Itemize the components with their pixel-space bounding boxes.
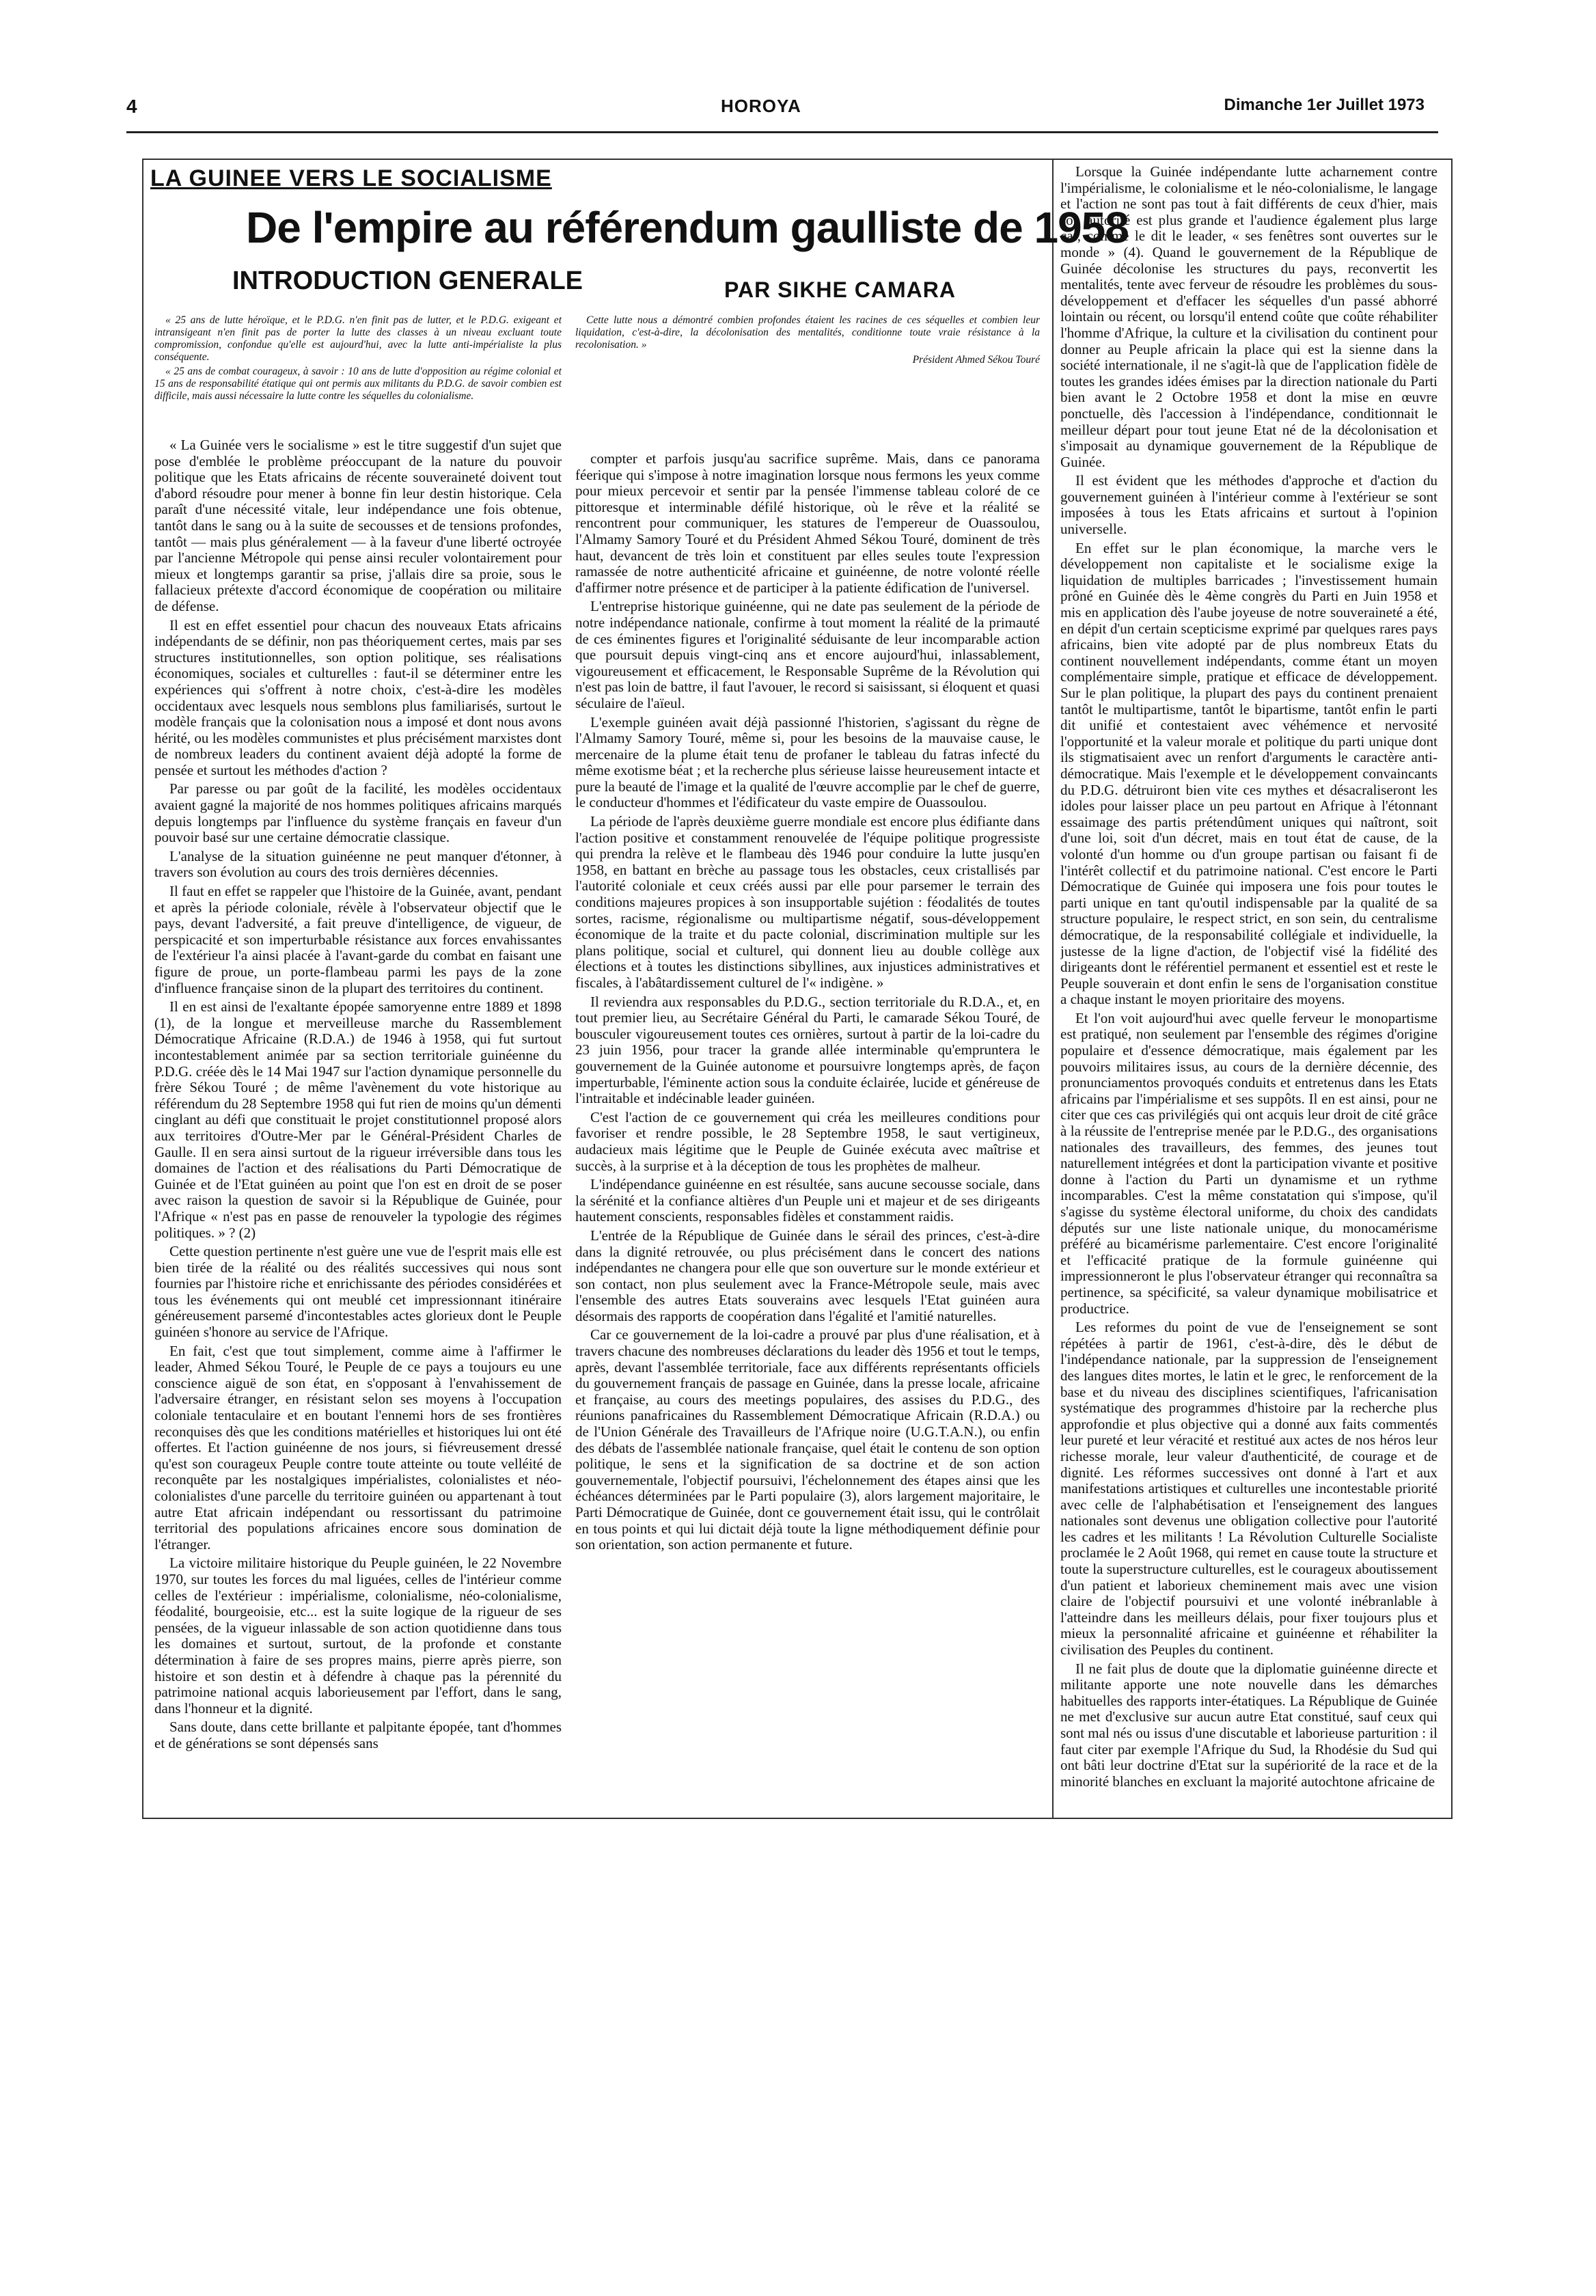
paragraph: L'entrée de la République de Guinée dans le sérail des princes, c'est-à-dire dans la dignité retrouvée, ou plus précisément dans le concert des nations indépendantes ne changera pour elle que son ouverture sur le monde extérieur et son contact, non plus seulement avec la France-Métropole seule, mais avec l'ensemble des autres Etats souverains avec lesquels l'Etat guinéen aura désormais des rapports de coopération dans l'égalité et l'amitié naturelles. — [575, 1227, 1040, 1324]
column-2 — [575, 451, 1040, 2296]
paragraph: En effet sur le plan économique, la marche vers le développement non capitaliste et le socialisme exige la liquidation de multiples barricades ; l'investissement humain prôné en Guinée dès le 4ème congrès du Parti en Juin 1958 et mis en application dès l'aube joyeuse de notre souveraineté a été, en dépit d'un certain scepticisme exprimé par quelques rares pays africains, bien vite adopté par de plus nombreux Etats du continent nouvellement indépendants, comme étant un moyen complémentaire simple, pratique et efficace de développement. Sur le plan politique, la plupart des pays du continent prenaient tantôt le multipartisme, tantôt le bipartisme, tantôt enfin le parti dit unifié et contestaient avec véhémence et nervosité l'opportunité et la valeur morale et politique du parti unique dont ils stigmatisaient avec un renfort d'arguments le caractère anti-démocratique. Mais l'exemple et le développement convaincants du P.D.G. détruiront bien vite ces mythes et désacraliseront les idoles pour laisser place un peu partout en Afrique à l'étonnant essaimage des partis prétendûment uniques qui naîtront, soit d'une loi, soit d'un décret, mais en tout état de cause, de la volonté d'un homme ou d'un groupe partisan ou faisant fi de l'intérêt collectif et du patrimoine national. C'est encore le Parti Démocratique de Guinée qui imposera une fois pour toutes le parti unique en tant qu'outil indispensable par la qualité de sa structure populaire, le respect strict, en son sein, du centralisme démocratique, de la responsabilité collégiale et individuelle, la justesse de la ligne d'action, de l'objectif visé la fidélité des dirigeants dont le référentiel permanent et essentiel est et reste le Peuple souverain et dont enfin le sens de l'organisation constitue a chaque instant le moyen prioritaire des moyens. — [1060, 539, 1437, 1008]
paragraph: Il faut en effet se rappeler que l'histoire de la Guinée, avant, pendant et après la période coloniale, révèle à l'observateur objectif que le pays, devant l'adversité, a fait preuve d'intelligence, de vigueur, de perspicacité et son imperturbable résistance aux forces envahissantes de l'extérieur l'a ainsi placée à l'avant-garde du combat en faisant une figure de proue, un porte-flambeau parmi les pays de la zone d'influence française sinon de la plupart des territoires du continent. — [154, 883, 562, 996]
paragraph: « La Guinée vers le socialisme » est le titre suggestif d'un sujet que pose d'emblée le problème préoccupant de la nature du pouvoir politique que les Etats africains de récente souveraineté doivent tout d'abord résoudre pour mener à bonne fin leur destin historique. Cela paraît d'une nécessité vitale, leur indépendance une fois obtenue, tantôt dans le sang ou à la suite de secousses et de tensions profondes, tantôt — mais plus généralement — à la faveur d'une liberté octroyée par l'ancienne Métropole qui pense ainsi reculer volontairement pour mieux et longtemps garantir sa prise, j'allais dire sa proie, sous le fallacieux prétexte d'accord économique de coopération ou militaire de défense. — [154, 437, 562, 614]
paragraph: La victoire militaire historique du Peuple guinéen, le 22 Novembre 1970, sur toutes les forces du mal liguées, celles de l'intérieur comme celles de l'extérieur : impérialisme, colonialisme, néo-colonialisme, féodalité, bourgeoisie, etc... est la suite logique de la rigueur de ses pensées, de la vigueur inlassable de son action quotidienne dans tous les domaines et surtout, surtout, de la profonde et constante détermination à faire de ses propres mains, pierre après pierre, son histoire et son destin et à défendre à chaque pas la pérennité du patrimoine national acquis laborieusement par l'effort, dans le sang, dans l'honneur et la dignité. — [154, 1555, 562, 1717]
epigraph-paragraph: « 25 ans de lutte héroïque, et le P.D.G. n'en finit pas de lutter, et le P.D.G. exigeant et intransigeant n'en finit pas de porter la lutte des classes à un niveau excluant toute compromission, confondue qu'elle est aujourd'hui, avec la lutte anti-impérialiste la plus conséquente. — [154, 314, 562, 363]
paragraph: compter et parfois jusqu'au sacrifice suprême. Mais, dans ce panorama féerique qui s'impose à notre imagination lorsque nous fermons les yeux comme pour mieux percevoir et sentir par la pensée l'immense tableau coloré de ce pittoresque et interminable défilé historique, où le rêve et la réalité se rencontrent pour communiquer, les statures de l'empereur de Ouassoulou, l'Almamy Samory Touré et du Président Ahmed Sékou Touré, dominent de très haut, devancent de très loin et constituent par elles seules toute l'expression ramassée de notre authenticité africaine et guinéenne, de notre volonté réelle d'affirmer notre présence et de participer à la patiente édification de l'universel. — [575, 451, 1040, 596]
article-title: De l'empire au référendum gaulliste de 1958 — [246, 203, 1129, 252]
newspaper-name: HOROYA — [721, 96, 801, 116]
paragraph: Il en est ainsi de l'exaltante épopée samoryenne entre 1889 et 1898 (1), de la longue et merveilleuse marche du Rassemblement Démocratique Africaine (R.D.A.) de 1946 à 1958, qui fut surtout incontestablement animée par sa section territoriale guinéenne du P.D.G. créée dès le 14 Mai 1947 sur l'action dynamique personnelle du frère Sékou Touré ; de même l'avènement du vote historique au référendum du 28 Septembre 1958 qui fut rien de moins qu'un démenti cinglant au défi que constituait le projet constitutionnel proposé alors aux territoires d'Outre-Mer par le Général-Président Charles de Gaulle. Il en sera ainsi surtout de la rigueur irréversible dans tous les domaines de l'action et des réalisations du Parti Démocratique de Guinée et de l'Etat guinéen au point que l'on est en droit de se poser avec raison la question de savoir si la République de Guinée, pour l'Afrique « n'est pas en passe de renouveler la typologie des régimes politiques. » ? (2) — [154, 998, 562, 1241]
paragraph: La période de l'après deuxième guerre mondiale est encore plus édifiante dans l'action positive et constamment renouvelée de l'équipe politique progressiste qui prendra la relève et le flambeau dès 1946 pour conduire la lutte jusqu'en 1958, en battant en brèche au passage tous les obstacles, ceux cristallisés par l'autorité coloniale et ceux créés aussi par elle pour parsemer le terrain des conditions majeures propices à son insupportable sujétion : féodalités de toutes sortes, racisme, régionalisme ou multipartisme négatif, sous-développement économique de la traite et du pacte colonial, discrimination multiple sur les plans politique, social et culturel, qui donnent lieu au double collège aux élections et à toutes les distinctions sibyllines, aux injustices administratives et fiscales, à l'abâtardissement culturel de l'« indigène. » — [575, 813, 1040, 991]
paragraph: Il reviendra aux responsables du P.D.G., section territoriale du R.D.A., et, en tout premier lieu, au Secrétaire Général du Parti, le camarade Sékou Touré, de bousculer vigoureusement toutes ces ornières, surtout à partir de la loi-cadre du 23 juin 1956, pour tracer la grande allée interminable qu'empruntera le gouvernement de la Guinée autonome et poursuivre longtemps après, de façon imperturbable, l'éminente action sous la conduite éclairée, lucide et généreuse de l'intraitable et indécinable leader guinéen. — [575, 993, 1040, 1107]
epigraph-paragraph: « 25 ans de combat courageux, à savoir : 10 ans de lutte d'opposition au régime colonial et 15 ans de responsabilité étatique qui ont permis aux militants du P.D.G. de savoir combien est difficile, mais aussi nécessaire la lutte contre les séquelles du colonialisme. — [154, 366, 562, 402]
column-1 — [154, 437, 562, 2289]
issue-date: Dimanche 1er Juillet 1973 — [1224, 96, 1425, 114]
epigraph-left — [154, 314, 562, 405]
masthead-rule — [126, 131, 1438, 133]
epigraph-right — [575, 314, 1040, 366]
paragraph: Il est en effet essentiel pour chacun des nouveaux Etats africains indépendants de se définir, non pas théoriquement certes, mais par ses structures institutionnelles, son option politique, ses réalisations économiques, sociales et culturelles : faut-il se déterminer entre les expériences qui s'offrent à notre choix, c'est-à-dire les modèles occidentaux avec lesquels nous semblons plus familiarisés, surtout le modèle français que la colonisation nous a imposé et dont nous avons hérité, ou les modèles communistes et plus précisément marxistes dont de nombreux leaders du continent avaient déjà adopté la forme de pensée et surtout les méthodes d'action ? — [154, 616, 562, 778]
paragraph: Car ce gouvernement de la loi-cadre a prouvé par plus d'une réalisation, et à travers chacune des nombreuses déclarations du leader dès 1956 et tout le temps, après, devant l'assemblée territoriale, face aux différents représentants officiels du gouvernement français de passage en Guinée, dans la presse locale, africaine et française, au cours des meetings populaires, des assises du P.D.G., des réunions panafricaines du Rassemblement Démocratique Africain (R.D.A.) ou de l'Union Générale des Travailleurs de l'Afrique noire (U.G.T.A.N.), ou enfin des débats de l'assemblée nationale française, quel était le contenu de son option politique, le sens et la signification de sa doctrine et de son action gouvernementale, l'objectif poursuivi, l'échelonnement des étapes ainsi que les échéances déterminées par le Parti populaire (3), alors largement majoritaire, le Parti Démocratique de Guinée, dont ce gouvernement était issu, qui le contrôlait en tous points et qui lui dictait déjà toute la ligne méthodiquement définie pour son orientation, son action permanente et future. — [575, 1326, 1040, 1553]
paragraph: L'exemple guinéen avait déjà passionné l'historien, s'agissant du règne de l'Almamy Samory Touré, même si, pour les besoins de la mauvaise cause, le mercenaire de la plume était tenu de profaner le tableau du fatras infecté du même exotisme béat ; et la recherche plus sérieuse laisse heureusement intacte et pure la beauté de l'image et la qualité de l'œuvre accomplie par le chef de guerre, le conducteur d'hommes et l'édificateur du vaste empire de Ouassoulou. — [575, 713, 1040, 811]
paragraph: Cette question pertinente n'est guère une vue de l'esprit mais elle est bien tirée de la réalité ou des réalités successives qui nous sont fournies par l'histoire riche et enrichissante des périodes considérées et tous les événements qui ont meublé cet impressionnant itinéraire généreusement parsemé d'incontestables actes glorieux dont le Peuple guinéen s'honore au service de l'Afrique. — [154, 1243, 562, 1341]
article-byline: PAR SIKHE CAMARA — [724, 277, 956, 302]
epigraph-paragraph: Cette lutte nous a démontré combien profondes étaient les racines de ces séquelles et combien leur liquidation, c'est-à-dire, la décolonisation des mentalités, conditionne toute vraie résistance à la recolonisation. » — [575, 314, 1040, 351]
paragraph: L'indépendance guinéenne en est résultée, sans aucune secousse sociale, dans la sérénité et la confiance altières d'un Peuple uni et majeur et de ses dirigeants hautement conscients, responsables fidèles et constamment raidis. — [575, 1176, 1040, 1225]
epigraph-signature: Président Ahmed Sékou Touré — [912, 354, 1040, 366]
paragraph: Sans doute, dans cette brillante et palpitante épopée, tant d'hommes et de générations se sont dépensés sans — [154, 1719, 562, 1751]
column-3 — [1060, 164, 1437, 2187]
paragraph: L'entreprise historique guinéenne, qui ne date pas seulement de la période de notre indépendance nationale, confirme à tout moment la réalité de la primauté de ces éminentes figures et l'originalité séduisante de leur incomparable action que poursuit depuis vingt-cinq ans et encore aujourd'hui, inlassablement, vigoureusement et efficacement, le Responsable Suprême de la Révolution qui n'est pas loin de battre, il faut l'avouer, le record si saisissant, si éloquent et quasi séculaire de l'aïeul. — [575, 598, 1040, 711]
paragraph: Et l'on voit aujourd'hui avec quelle ferveur le monopartisme est pratiqué, non seulement par l'ensemble des régimes d'origine populaire et d'essence démocratique, mais également par les pouvoirs militaires issus, au cours de la dernière décennie, des pronunciamentos provoqués conduits et entretenus dans les Etats africains par l'impérialisme et ses suppôts. Il en est ainsi, pour ne citer que ces cas privilégiés qui ont acquis leur droit de cité grâce à la réussite de l'entreprise menée par le P.D.G., des organisations nationales des travailleurs, des femmes, des jeunes tout naturellement intégrées et dont la participation vivante et positive donne à l'action du Parti un dynamisme et un rythme incomparables. C'est la même constatation qui s'impose, qu'il s'agisse du système électoral uniforme, du choix des candidats députés sur une liste nationale unique, du monocamérisme préféré au bicamérisme parlementaire. C'est encore l'originalité et l'efficacité pratique de la formule guinéenne qui impressionneront le plus l'observateur étranger qui reconnaîtra sa pertinence, sa spécificité, sa valeur dynamique mobilisatrice et productrice. — [1060, 1009, 1437, 1317]
paragraph: Lorsque la Guinée indépendante lutte acharnement contre l'impérialisme, le colonialisme et le néo-colonialisme, le langage et l'action ne sont pas tout à fait différents de ceux d'hier, mais son autorité est plus grande et l'audience également plus large car, comme le dit le leader, « ses fenêtres sont ouvertes sur le monde » (4). Quand le gouvernement de la République de Guinée décolonise les structures du pays, reconvertit les mentalités, tente avec ferveur de résoudre les problèmes du sous-développement et d'effacer les séquelles d'un passé abhorré lointain ou récent, ou lorsqu'il entend coûte que coûte réhabiliter l'homme d'Afrique, la culture et la civilisation du continent pour donner au Peuple africain la place qui est la sienne dans la société internationale, il ne s'agit-là que de l'application fidèle de toutes les grandes idées émises par la direction nationale du Parti bien avant le 2 Octobre 1958 et dont la mise en œuvre ponctuelle, dès l'accession à l'indépendance, conditionnait le meilleur départ pour tout jeune Etat né de la décolonisation et s'imposait au dynamique gouvernement de la République de Guinée. — [1060, 164, 1437, 470]
section-rubric: LA GUINEE VERS LE SOCIALISME — [150, 165, 552, 191]
paragraph: Les reformes du point de vue de l'enseignement se sont répétées à partir de 1961, c'est-à-dire, dès le début de l'indépendance nationale, par la suppression de l'enseignement des langues dites mortes, le latin et le grec, le renforcement de la base et du niveau des disciplines scientifiques, l'africanisation systématique des programmes d'histoire par la recherche plus approfondie et plus objective qui a donné aux faits commentés leur pureté et leur véracité et restitué aux actes de nos héros leur richesse morale, leur valeur d'authenticité, de courage et de dignité. Les réformes successives ont donné à l'art et aux manifestations artistiques et culturelles une incontestable priorité avec celle de l'alphabétisation et l'enseignement des langues nationales sont devenus une obligation collective pour l'autorité les cadres et les militants ! La Révolution Culturelle Socialiste proclamée le 2 Août 1968, qui remet en cause toute la structure et toute la superstructure culturelles, est le courageux aboutissement d'un patient et laborieux cheminement mais avec une vision claire de l'objectif poursuivi et une volonté inébranlable à l'atteindre dans les meilleurs délais, pour fixer toujours plus et mieux la personnalité africaine et guinéenne et réhabiliter la civilisation des Peuples du continent. — [1060, 1319, 1437, 1658]
paragraph: En fait, c'est que tout simplement, comme aime à l'affirmer le leader, Ahmed Sékou Touré, le Peuple de ce pays a toujours eu une conscience aiguë de son état, en s'opposant à l'envahissement de l'adversaire étranger, en résistant selon ses moyens à l'occupation coloniale tentaculaire et en boutant l'ennemi hors de ses frontières reconquises dès que les conditions matérielles et historiques lui ont été offertes. Et l'action guinéenne de nos jours, si fiévreusement dressé qu'est son courageux Peuple contre toute atteinte ou toute velléité de reconquête par les nostalgiques impérialistes, colonialistes et néo-colonialistes d'une parcelle du territoire guinéen ou appartenant à tout autre Etat africain indépendant ou ressortissant du patrimoine territorial des populations africaines encore sous domination de l'étranger. — [154, 1342, 562, 1553]
page-number: 4 — [126, 96, 137, 117]
paragraph: C'est l'action de ce gouvernement qui créa les meilleures conditions pour favoriser et rendre possible, le 28 Septembre 1958, le saut vertigineux, audacieux mais légitime que le Peuple de Guinée exécuta avec maîtrise et succès, à la surprise et à la déception de tous les prophètes de malheur. — [575, 1108, 1040, 1174]
paragraph: L'analyse de la situation guinéenne ne peut manquer d'étonner, à travers son évolution au cours des trois dernières décennies. — [154, 847, 562, 881]
paragraph: Il est évident que les méthodes d'approche et d'action du gouvernement guinéen à l'intérieur comme à l'extérieur se sont imposées à tous les Etats africains et surtout à l'opinion universelle. — [1060, 472, 1437, 538]
paragraph: Par paresse ou par goût de la facilité, les modèles occidentaux avaient gagné la majorité de nos hommes politiques africains marqués depuis longtemps par l'influence du système français en faveur d'un pouvoir basé sur une certaine démocratie classique. — [154, 780, 562, 846]
masthead — [126, 96, 1425, 123]
paragraph: Il ne fait plus de doute que la diplomatie guinéenne directe et militante apporte une note nouvelle dans les démarches habituelles des rapports inter-étatiques. La République de Guinée ne met d'exclusive sur aucun autre Etat constitué, sauf ceux qui sont mal nés ou issus d'une discutable et laborieuse parturition : il faut citer par exemple l'Afrique du Sud, la Rhodésie du Sud qui ont bâti leur doctrine d'Etat sur la supériorité de la race et de la minorité blanches en excluant la majorité autochtone africaine de — [1060, 1660, 1437, 1790]
article-subtitle: INTRODUCTION GENERALE — [232, 266, 583, 295]
